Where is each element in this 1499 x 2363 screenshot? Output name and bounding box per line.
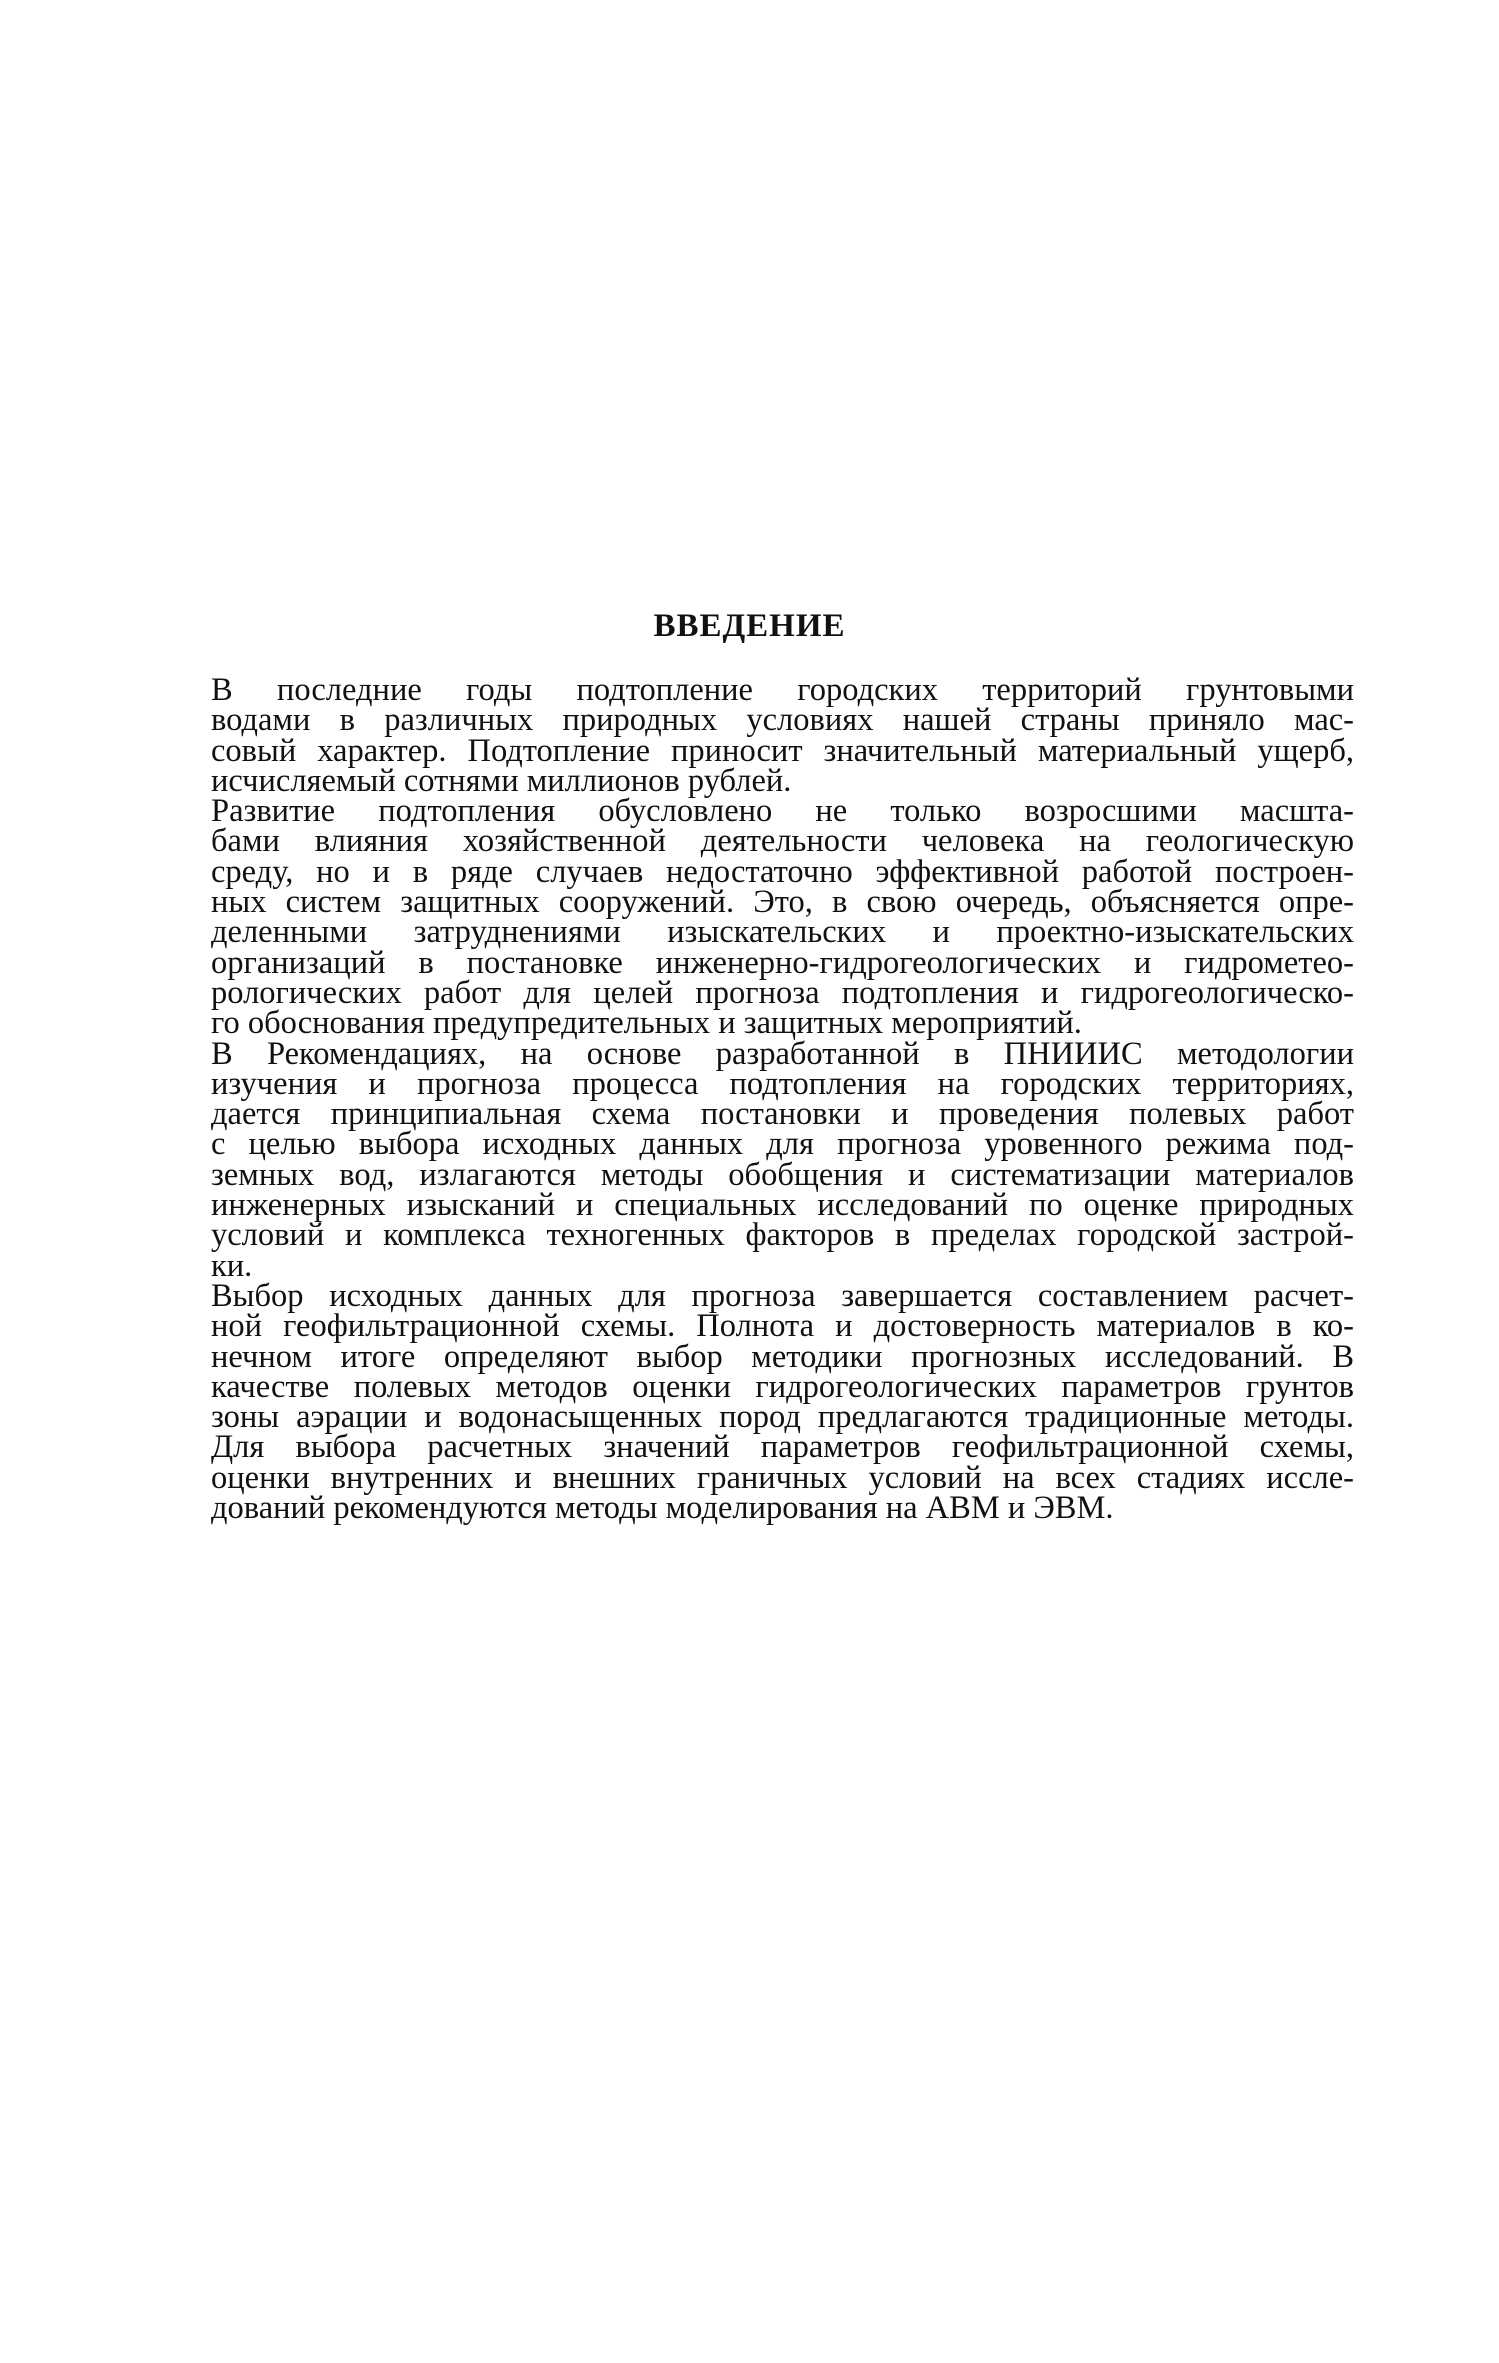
text-line: земных вод, излагаются методы обобщения и систематизации материалов [211,1156,1354,1193]
text-line: водами в различных природных условиях нашей страны приняло мас- [211,702,1354,739]
paragraph [171,1277,1354,1527]
text-line: Выбор исходных данных для прогноза завершается составлением расчет- [211,1277,1354,1314]
text-line: инженерных изысканий и специальных исследований по оценке природных [211,1187,1354,1224]
paragraph [171,1035,1354,1284]
text-line: рологических работ для целей прогноза подтопления и гидрогеологическо- [211,974,1354,1011]
text-line: ки. [211,1247,253,1284]
text-line: нечном итоге определяют выбор методики прогнозных исследований. В [211,1338,1354,1375]
section-heading: ВВЕДЕНИЕ [653,608,846,644]
text-line: дается принципиальная схема постановки и проведения полевых работ [211,1096,1354,1133]
text-line: бами влияния хозяйственной деятельности человека на геологическую [211,823,1354,860]
text-line: качестве полевых методов оценки гидрогеологических параметров грунтов [211,1368,1354,1405]
text-line: условий и комплекса техногенных факторов в пределах городской застрой- [211,1217,1354,1254]
body-text [171,672,1354,1527]
text-line: Для выбора расчетных значений параметров геофильтрационной схемы, [211,1429,1354,1466]
text-line: дований рекомендуются методы моделирования на АВМ и ЭВМ. [211,1490,1114,1527]
text-line: с целью выбора исходных данных для прогноза уровенного режима под- [211,1126,1354,1163]
text-line: изучения и прогноза процесса подтопления на городских территориях, [211,1065,1354,1102]
text-line: В Рекомендациях, на основе разработанной в ПНИИИС методологии [211,1035,1354,1072]
text-line: Развитие подтопления обусловлено не только возросшими масшта- [211,793,1354,830]
text-line: среду, но и в ряде случаев недостаточно эффективной работой построен- [211,853,1354,890]
text-line: ной геофильтрационной схемы. Полнота и достоверность материалов в ко- [211,1308,1354,1345]
text-line: ных систем защитных сооружений. Это, в свою очередь, объясняется опре- [211,884,1354,921]
text-line: оценки внутренних и внешних граничных условий на всех стадиях иссле- [211,1459,1354,1496]
text-line: организаций в постановке инженерно-гидрогеологических и гидрометео- [211,944,1354,981]
text-line: совый характер. Подтопление приносит значительный материальный ущерб, [211,732,1354,769]
paragraph [171,793,1354,1042]
text-line: исчисляемый сотнями миллионов рублей. [211,762,792,799]
text-line: зоны аэрации и водонасыщенных пород предлагаются традиционные методы. [211,1399,1354,1436]
text-line: го обоснования предупредительных и защитных мероприятий. [211,1005,1082,1042]
text-line: В последние годы подтопление городских территорий грунтовыми [211,672,1354,708]
paragraph [171,672,1354,799]
text-line: деленными затруднениями изыскательских и проектно-изыскательских [211,914,1354,951]
